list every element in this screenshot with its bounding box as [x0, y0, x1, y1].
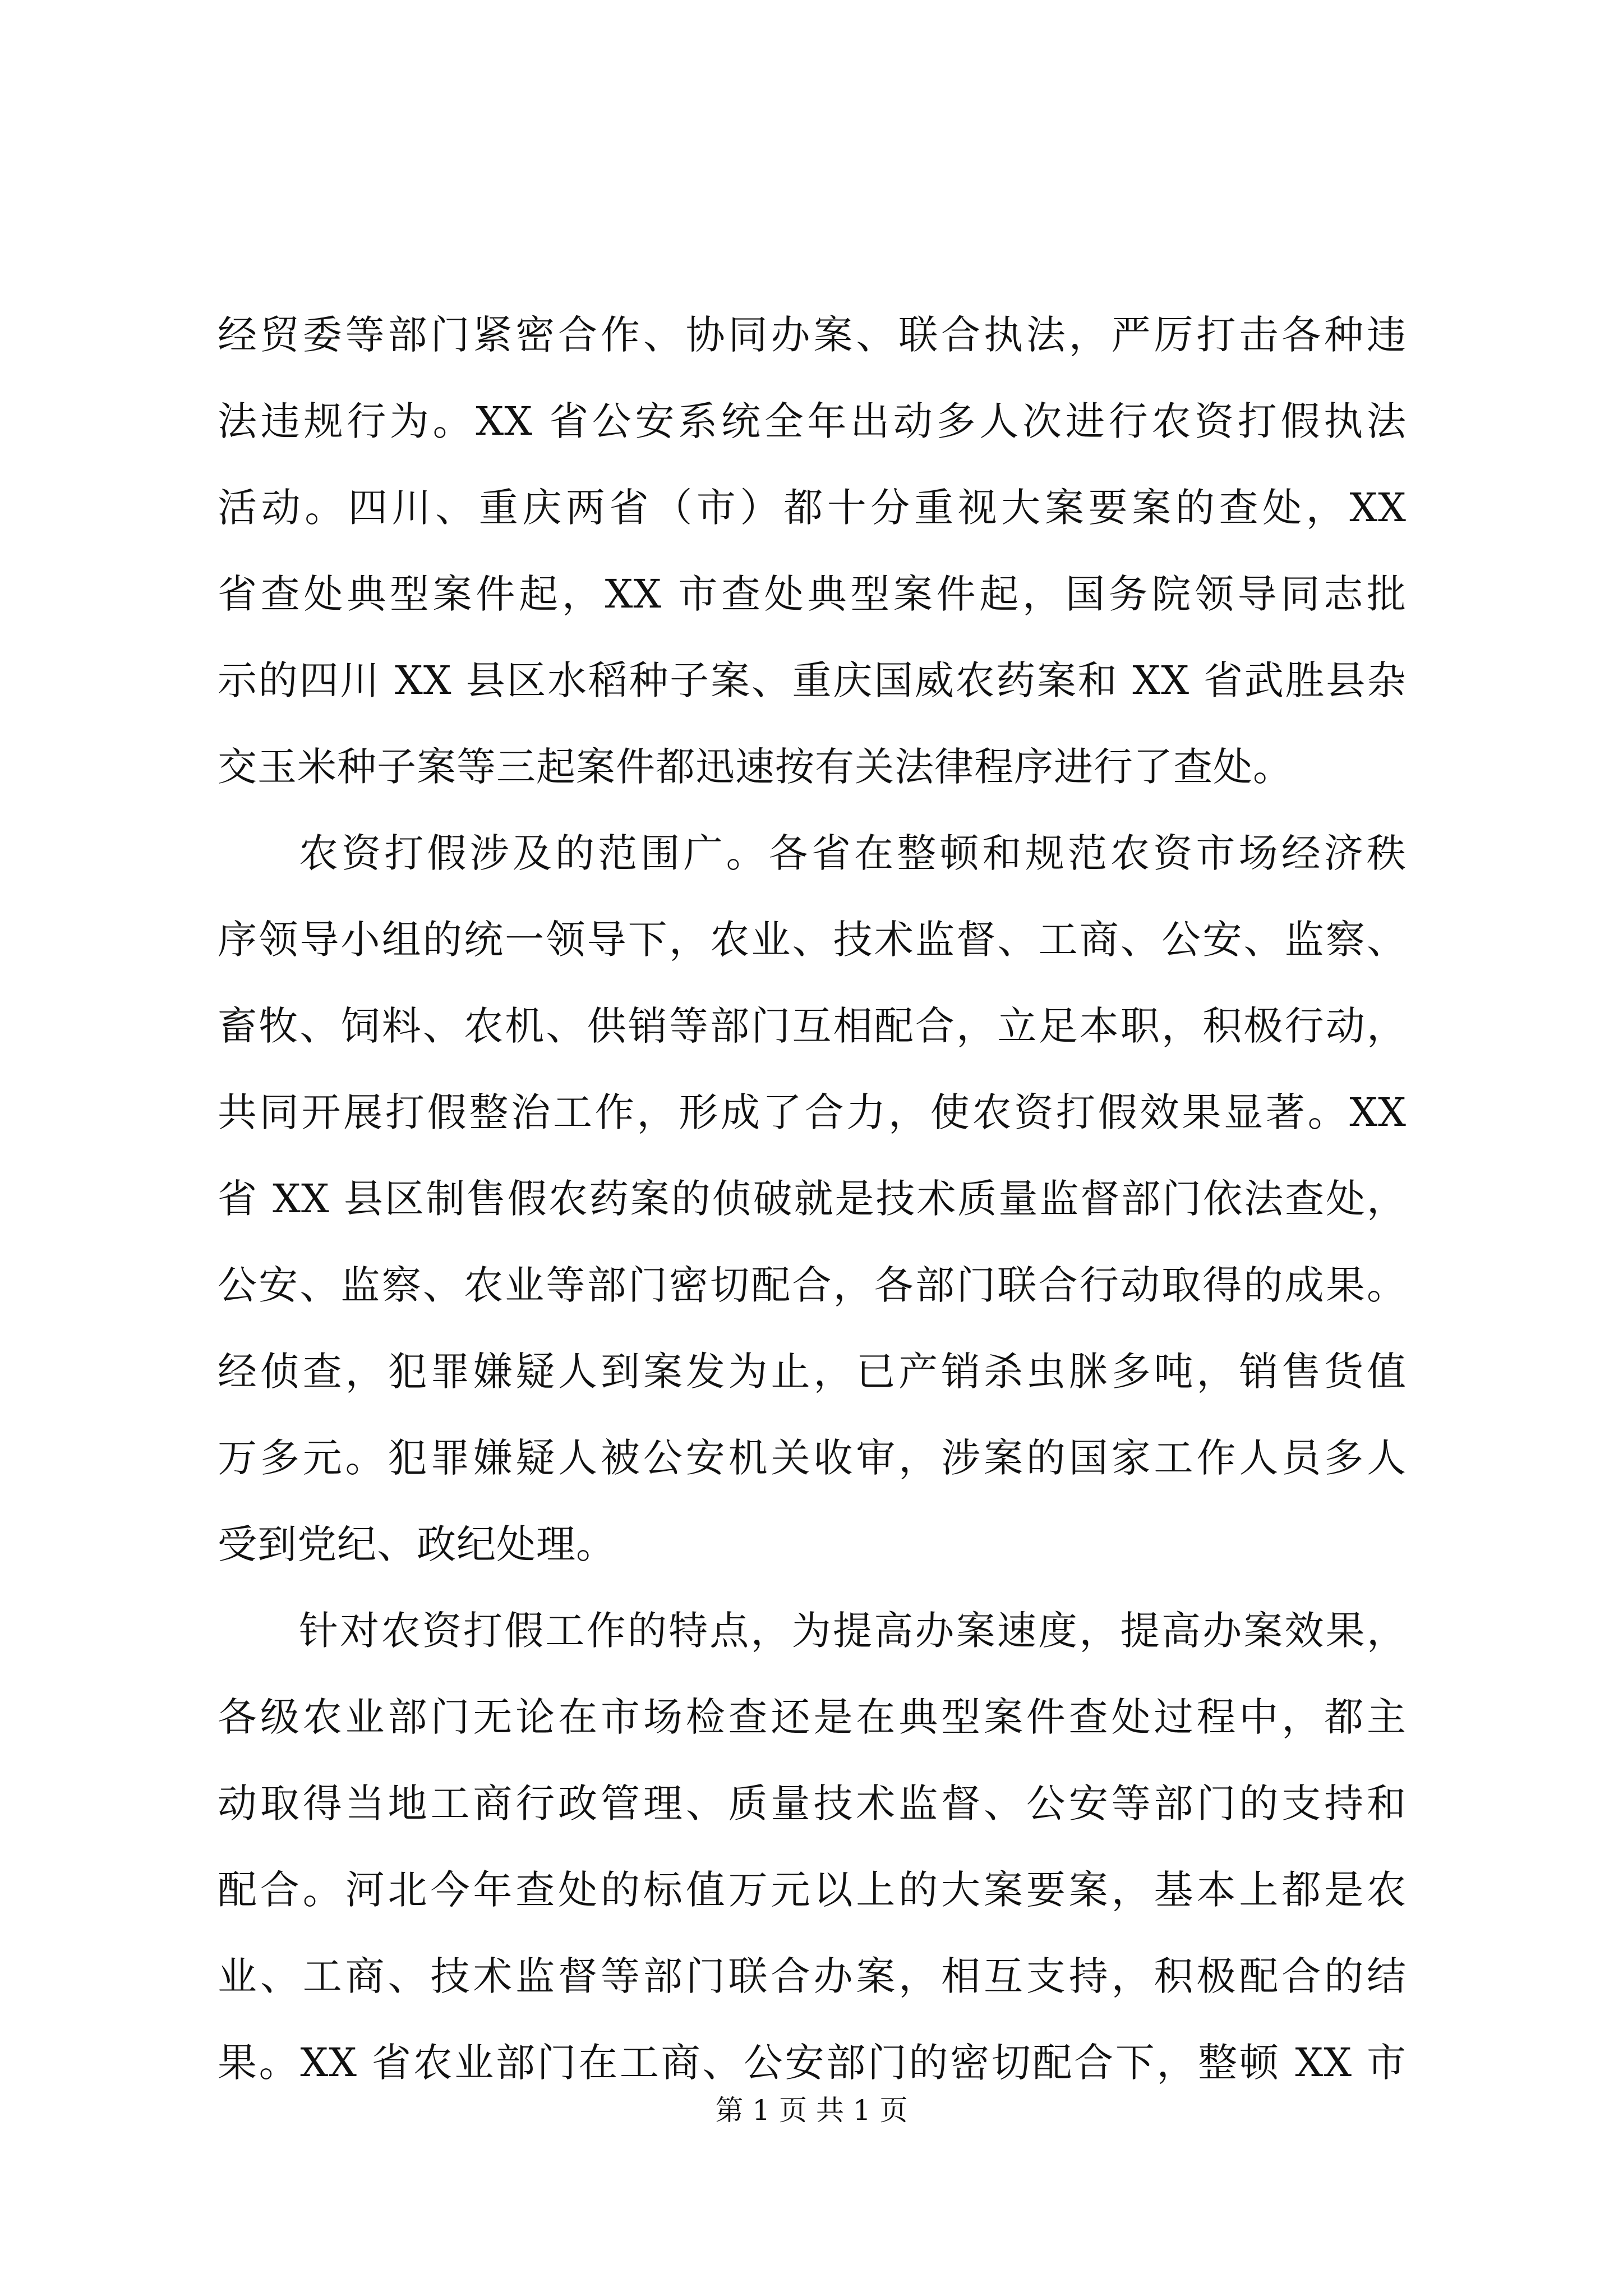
text-line: 各级农业部门无论在市场检查还是在典型案件查处过程中，都主 — [218, 1694, 1407, 1740]
text-line: 果。XX 省农业部门在工商、公安部门的密切配合下，整顿 XX 市 — [218, 2040, 1407, 2086]
page-footer: 第 1 页 共 1 页 — [715, 2094, 908, 2127]
text-line: 万多元。犯罪嫌疑人被公安机关收审，涉案的国家工作人员多人 — [218, 1435, 1407, 1481]
text-line: 经贸委等部门紧密合作、协同办案、联合执法，严厉打击各种违 — [218, 312, 1407, 358]
document-body — [218, 292, 1407, 2106]
text-line: 畜牧、饲料、农机、供销等部门互相配合，立足本职，积极行动， — [218, 1003, 1407, 1049]
paragraph-start-line: 针对农资打假工作的特点，为提高办案速度，提高办案效果， — [299, 1608, 1407, 1654]
text-line: 序领导小组的统一领导下，农业、技术监督、工商、公安、监察、 — [218, 917, 1407, 963]
text-line: 共同开展打假整治工作，形成了合力，使农资打假效果显著。XX — [218, 1089, 1407, 1135]
text-line: 示的四川 XX 县区水稻种子案、重庆国威农药案和 XX 省武胜县杂 — [218, 657, 1407, 703]
text-line: 公安、监察、农业等部门密切配合，各部门联合行动取得的成果。 — [218, 1262, 1407, 1308]
text-line: 受到党纪、政纪处理。 — [218, 1521, 616, 1567]
paragraph-start-line: 农资打假涉及的范围广。各省在整顿和规范农资市场经济秩 — [299, 830, 1407, 876]
text-line: 省 XX 县区制售假农药案的侦破就是技术质量监督部门依法查处， — [218, 1176, 1407, 1222]
text-line: 法违规行为。XX 省公安系统全年出动多人次进行农资打假执法 — [218, 398, 1407, 444]
text-line: 业、工商、技术监督等部门联合办案，相互支持，积极配合的结 — [218, 1953, 1407, 1999]
text-line: 动取得当地工商行政管理、质量技术监督、公安等部门的支持和 — [218, 1780, 1407, 1826]
text-line: 交玉米种子案等三起案件都迅速按有关法律程序进行了查处。 — [218, 744, 1293, 790]
text-line: 配合。河北今年查处的标值万元以上的大案要案，基本上都是农 — [218, 1867, 1407, 1913]
text-line: 活动。四川、重庆两省（市）都十分重视大案要案的查处，XX — [218, 485, 1407, 531]
text-line: 经侦查，犯罪嫌疑人到案发为止，已产销杀虫脒多吨，销售货值 — [218, 1349, 1407, 1395]
text-line: 省查处典型案件起，XX 市查处典型案件起，国务院领导同志批 — [218, 571, 1407, 617]
